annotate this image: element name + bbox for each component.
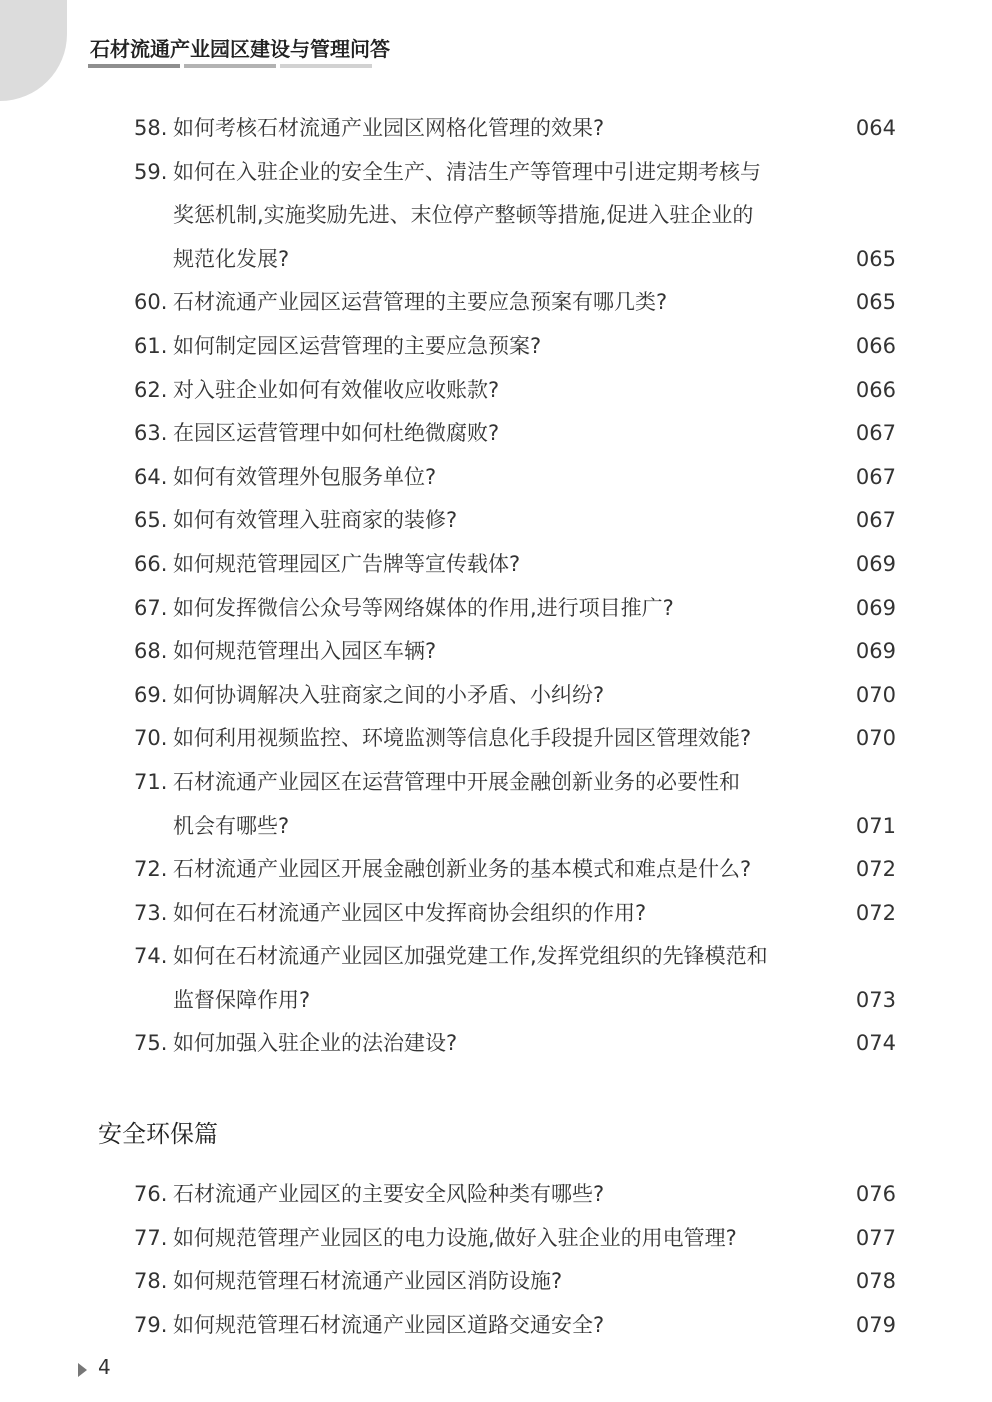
toc-entry-number: 61. <box>134 333 168 358</box>
page-number: 4 <box>98 1355 111 1379</box>
toc-entry-title: 如何协调解决入驻商家之间的小矛盾、小纠纷? <box>173 682 605 707</box>
toc-entry[interactable] <box>134 1022 896 1066</box>
toc-entry-line <box>134 325 896 369</box>
toc-entry-number: 73. <box>134 900 168 925</box>
underline-segment <box>184 64 276 68</box>
toc-list-safety <box>134 1173 896 1347</box>
toc-entry[interactable] <box>134 107 896 151</box>
toc-entry-page: 064 <box>855 116 896 140</box>
toc-entry-title: 石材流通产业园区运营管理的主要应急预案有哪几类? <box>173 290 668 315</box>
toc-entry-page: 067 <box>855 464 896 489</box>
toc-entry[interactable] <box>134 848 896 892</box>
toc-entry[interactable] <box>134 761 896 848</box>
toc-entry-line <box>134 194 896 238</box>
toc-entry-title: 如何考核石材流通产业园区网格化管理的效果? <box>173 116 605 140</box>
toc-entry-title: 如何在石材流通产业园区加强党建工作,发挥党组织的先锋模范和 <box>173 944 768 969</box>
toc-entry-line <box>134 892 896 936</box>
toc-entry-number: 68. <box>134 639 168 664</box>
toc-entry-page: 066 <box>855 333 896 358</box>
toc-entry-number: 58. <box>134 116 168 140</box>
toc-entry-title: 石材流通产业园区开展金融创新业务的基本模式和难点是什么? <box>173 857 752 882</box>
toc-entry-line <box>134 935 896 979</box>
toc-entry-line <box>134 717 896 761</box>
toc-entry-title: 在园区运营管理中如何杜绝微腐败? <box>173 421 500 446</box>
toc-entry-line <box>134 281 896 325</box>
toc-entry-title: 机会有哪些? <box>173 813 290 838</box>
toc-entry-page: 077 <box>855 1225 896 1250</box>
toc-entry-title: 如何规范管理石材流通产业园区消防设施? <box>173 1269 563 1294</box>
toc-entry-line <box>134 456 896 500</box>
toc-entry-number: 72. <box>134 857 168 882</box>
toc-entry-line <box>134 674 896 718</box>
toc-entry-page: 078 <box>855 1269 896 1294</box>
toc-entry-number: 65. <box>134 508 168 533</box>
toc-entry-number: 67. <box>134 595 168 620</box>
toc-entry-page: 069 <box>855 639 896 664</box>
toc-entry-line <box>134 499 896 543</box>
toc-entry[interactable] <box>134 1304 896 1348</box>
toc-entry[interactable] <box>134 674 896 718</box>
toc-entry-line <box>134 761 896 805</box>
toc-entry-page: 074 <box>855 1031 896 1056</box>
toc-entry-line <box>134 238 896 282</box>
toc-entry-number: 62. <box>134 377 168 402</box>
toc-entry-title: 如何规范管理石材流通产业园区道路交通安全? <box>173 1312 605 1337</box>
toc-entry-title: 如何在入驻企业的安全生产、清洁生产等管理中引进定期考核与 <box>173 159 761 184</box>
toc-entry-page: 069 <box>855 595 896 620</box>
toc-entry-number: 79. <box>134 1312 168 1337</box>
toc-entry-title: 如何在石材流通产业园区中发挥商协会组织的作用? <box>173 900 647 925</box>
toc-entry-number: 69. <box>134 682 168 707</box>
toc-entry-line <box>134 805 896 849</box>
toc-entry[interactable] <box>134 1217 896 1261</box>
toc-entry-line <box>134 630 896 674</box>
toc-entry-page: 067 <box>855 421 896 446</box>
toc-entry-line <box>134 1260 896 1304</box>
toc-entry[interactable] <box>134 717 896 761</box>
toc-entry-title: 如何利用视频监控、环境监测等信息化手段提升园区管理效能? <box>173 726 752 751</box>
toc-entry-page: 071 <box>855 813 896 838</box>
toc-entry-page: 070 <box>855 682 896 707</box>
toc-entry-line <box>134 979 896 1023</box>
toc-entry-title: 如何加强入驻企业的法治建设? <box>173 1031 458 1056</box>
toc-list <box>134 107 896 1066</box>
toc-entry-line <box>134 543 896 587</box>
toc-entry-number: 64. <box>134 464 168 489</box>
toc-entry-page: 069 <box>855 551 896 576</box>
toc-entry-line <box>134 412 896 456</box>
book-title: 石材流通产业园区建设与管理问答 <box>90 37 390 61</box>
corner-decoration <box>0 0 67 101</box>
toc-entry-title: 规范化发展? <box>173 246 290 271</box>
toc-entry-page: 072 <box>855 857 896 882</box>
toc-entry-number: 78. <box>134 1269 168 1294</box>
toc-entry-title: 石材流通产业园区的主要安全风险种类有哪些? <box>173 1182 605 1206</box>
toc-entry-title: 对入驻企业如何有效催收应收账款? <box>173 377 500 402</box>
toc-entry[interactable] <box>134 543 896 587</box>
toc-entry-line <box>134 107 896 151</box>
toc-entry-title: 奖惩机制,实施奖励先进、末位停产整顿等措施,促进入驻企业的 <box>173 203 754 228</box>
toc-entry-page: 076 <box>855 1182 896 1206</box>
toc-entry-number: 59. <box>134 159 168 184</box>
toc-entry-line <box>134 151 896 195</box>
toc-entry[interactable] <box>134 587 896 631</box>
toc-entry[interactable] <box>134 499 896 543</box>
toc-entry-number: 60. <box>134 290 168 315</box>
toc-entry-page: 066 <box>855 377 896 402</box>
toc-entry[interactable] <box>134 1173 896 1217</box>
toc-entry-page: 079 <box>855 1312 896 1337</box>
toc-entry[interactable] <box>134 281 896 325</box>
toc-entry-title: 如何发挥微信公众号等网络媒体的作用,进行项目推广? <box>173 595 674 620</box>
toc-entry-line <box>134 587 896 631</box>
toc-entry-number: 63. <box>134 421 168 446</box>
toc-entry-title: 如何有效管理入驻商家的装修? <box>173 508 458 533</box>
underline-segment <box>280 64 372 68</box>
toc-entry-number: 74. <box>134 944 168 969</box>
toc-entry-page: 065 <box>855 290 896 315</box>
toc-entry-line <box>134 1173 896 1217</box>
title-underline <box>88 64 372 68</box>
toc-entry-page: 067 <box>855 508 896 533</box>
toc-entry[interactable] <box>134 1260 896 1304</box>
toc-entry[interactable] <box>134 369 896 413</box>
toc-entry[interactable] <box>134 630 896 674</box>
toc-entry-number: 66. <box>134 551 168 576</box>
toc-entry-title: 如何规范管理产业园区的电力设施,做好入驻企业的用电管理? <box>173 1225 737 1250</box>
toc-entry[interactable] <box>134 892 896 936</box>
toc-entry-page: 072 <box>855 900 896 925</box>
toc-entry[interactable] <box>134 935 896 1022</box>
toc-entry-line <box>134 1217 896 1261</box>
toc-entry[interactable] <box>134 456 896 500</box>
toc-entry-title: 如何规范管理出入园区车辆? <box>173 639 437 664</box>
toc-entry-line <box>134 848 896 892</box>
toc-entry-line <box>134 369 896 413</box>
toc-entry-title: 监督保障作用? <box>173 987 311 1012</box>
toc-entry-title: 如何制定园区运营管理的主要应急预案? <box>173 333 542 358</box>
toc-entry[interactable] <box>134 412 896 456</box>
toc-entry-title: 石材流通产业园区在运营管理中开展金融创新业务的必要性和 <box>173 769 740 794</box>
toc-entry-number: 70. <box>134 726 168 751</box>
toc-entry-number: 71. <box>134 769 168 794</box>
section-title: 安全环保篇 <box>98 1120 218 1148</box>
triangle-right-icon <box>78 1363 87 1377</box>
toc-entry-page: 065 <box>855 246 896 271</box>
toc-entry-number: 76. <box>134 1182 168 1206</box>
toc-entry-title: 如何有效管理外包服务单位? <box>173 464 437 489</box>
toc-entry-line <box>134 1022 896 1066</box>
toc-entry[interactable] <box>134 325 896 369</box>
toc-entry[interactable] <box>134 151 896 282</box>
toc-entry-number: 77. <box>134 1225 168 1250</box>
toc-entry-line <box>134 1304 896 1348</box>
toc-entry-title: 如何规范管理园区广告牌等宣传载体? <box>173 551 521 576</box>
toc-entry-number: 75. <box>134 1031 168 1056</box>
toc-entry-page: 073 <box>855 987 896 1012</box>
toc-entry-page: 070 <box>855 726 896 751</box>
underline-segment <box>88 64 180 68</box>
